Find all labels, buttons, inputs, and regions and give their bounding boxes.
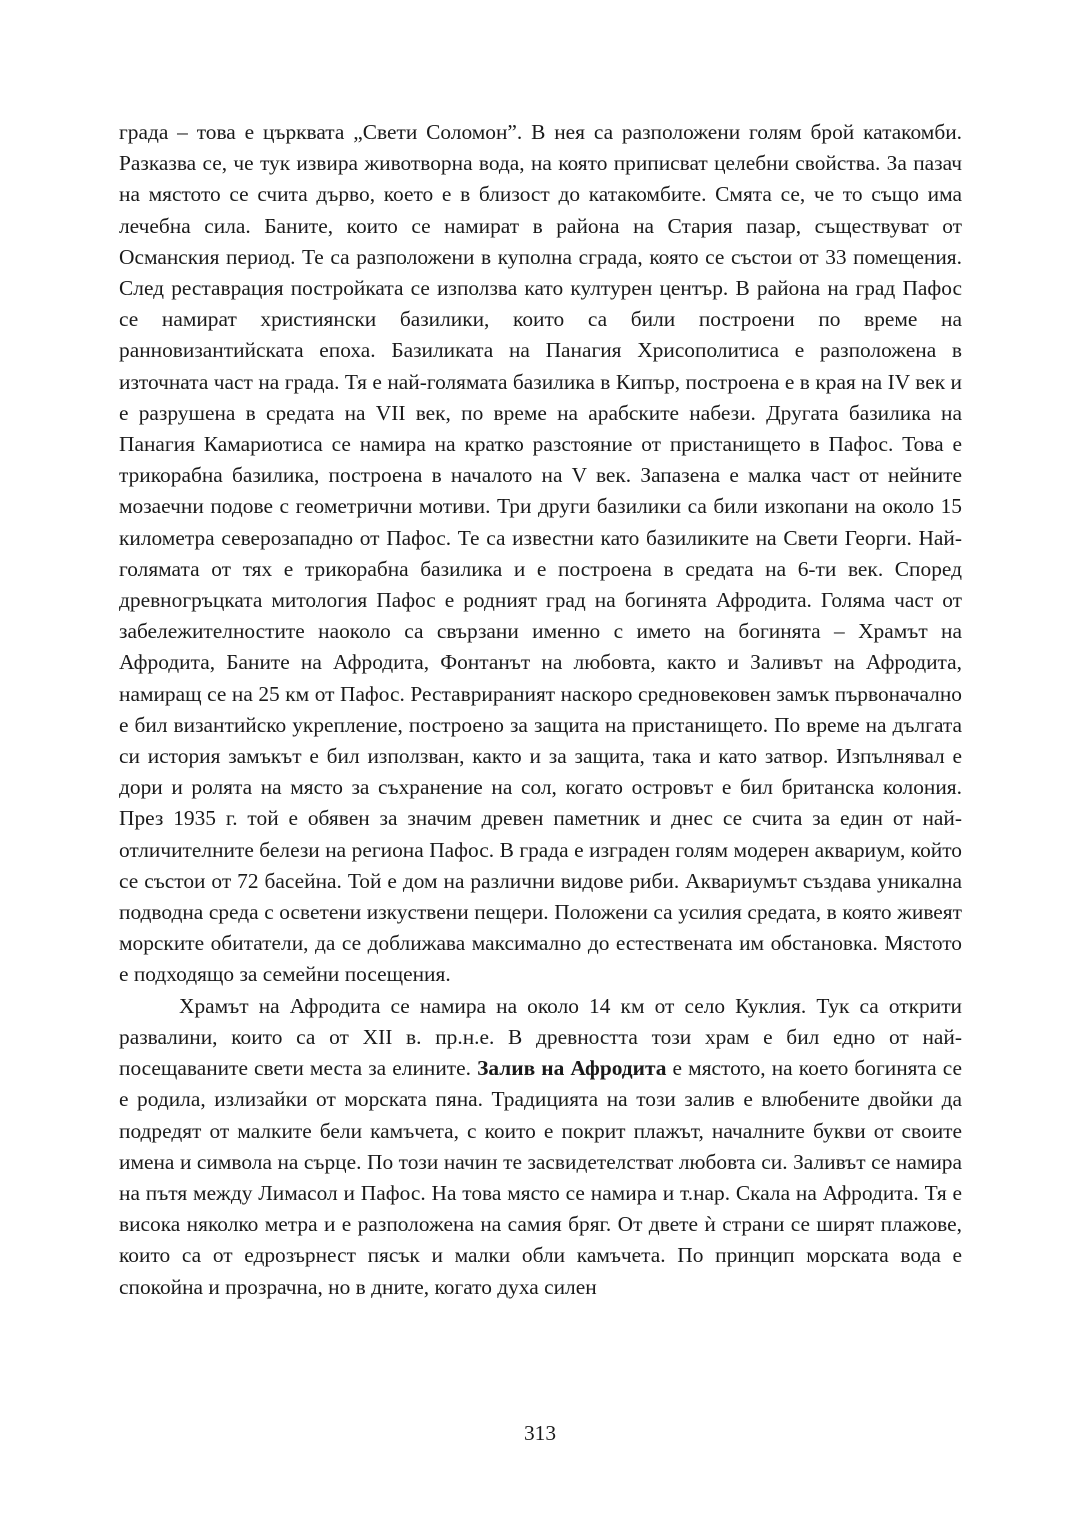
paragraph-temple-of-aphrodite	[119, 991, 962, 1303]
page-number: 313	[523, 1421, 557, 1445]
paragraph-temple-text-after: е мястото, на което богинята се е родила, излизайки от морската пяна. Традицията на този залив е влюбените двойки да подредят от малките бели камъчета, с които е покрит плажът, началните букви от своите имена и символа на сърце. По този начин те засвидетелстват любовта си. Заливът се намира на пътя между Лимасол и Пафос. На това място се намира и т.нар. Скала на Афродита. Тя е висока няколко метра и е разположена на самия бряг. От двете ѝ страни се ширят плажове, които са от едрозърнест пясък и малки обли камъчета. По принцип морската вода е спокойна и прозрачна, но в дните, когато духа силен	[119, 1056, 962, 1299]
bold-term-bay-of-aphrodite: Залив на Афродита	[477, 1056, 667, 1081]
paragraph-temple-text-before: Храмът на Афродита се намира на около 14 км от село Куклия. Тук са открити развалини, които са от XII в. пр.н.е. В древността този храм е бил едно от най-посещаваните свети места за елините.	[119, 993, 962, 1081]
paragraph-pafos-landmarks: града – това е църквата „Свети Соломон”. В нея са разположени голям брой катакомби. Разказва се, че тук извира животворна вода, на която приписват целебни свойства. За пазач на мястото се счита дърво, което е в близост до катакомбите. Смята се, че то също има лечебна сила. Баните, които се намират в района на Стария пазар, съществуват от Османския период. Те са разположени в куполна сграда, която се състои от 33 помещения. След реставрация постройката се използва като културен център. В района на град Пафос се намират християнски базилики, които са били построени по време на ранновизантийската епоха. Базиликата на Панагия Хрисополитиса е разположена в източната част на града. Тя е най-голямата базилика в Кипър, построена е в края на IV век и е разрушена в средата на VII век, по време на арабските набези. Другата базилика на Панагия Камариотиса се намира на кратко разстояние от пристанището в Пафос. Това е трикорабна базилика, построена в началото на V век. Запазена е малка част от нейните мозаечни подове с геометрични мотиви. Три други базилики са били изкопани на около 15 километра северозападно от Пафос. Те са известни като базиликите на Свети Георги. Най-голямата от тях е трикорабна базилика и е построена в средата на 6-ти век. Според древногръцката митология Пафос е родният град на богинята Афродита. Голяма част от забележителностите наоколо са свързани именно с името на богинята – Храмът на Афродита, Баните на Афродита, Фонтанът на любовта, както и Заливът на Афродита, намиращ се на 25 км от Пафос. Реставрираният наскоро средновековен замък първоначално е бил византийско укрепление, построено за защита на пристанището. По време на дългата си история замъкът е бил използван, както и за защита, така и като затвор. Изпълнявал е дори и ролята на място за съхранение на сол, когато островът е бил британска колония. През 1935 г. той е обявен за значим древен паметник и днес се счита за един от най-отличителните белези на региона Пафос. В града е изграден голям модерен аквариум, който се състои от 72 басейна. Той е дом на различни видове риби. Аквариумът създава уникална подводна среда с осветени изкуствени пещери. Положени са усилия средата, в която живеят морските обитатели, да се доближава максимално до естествената им обстановка. Мястото е подходящо за семейни посещения.	[119, 120, 962, 987]
body-text	[119, 117, 962, 1303]
